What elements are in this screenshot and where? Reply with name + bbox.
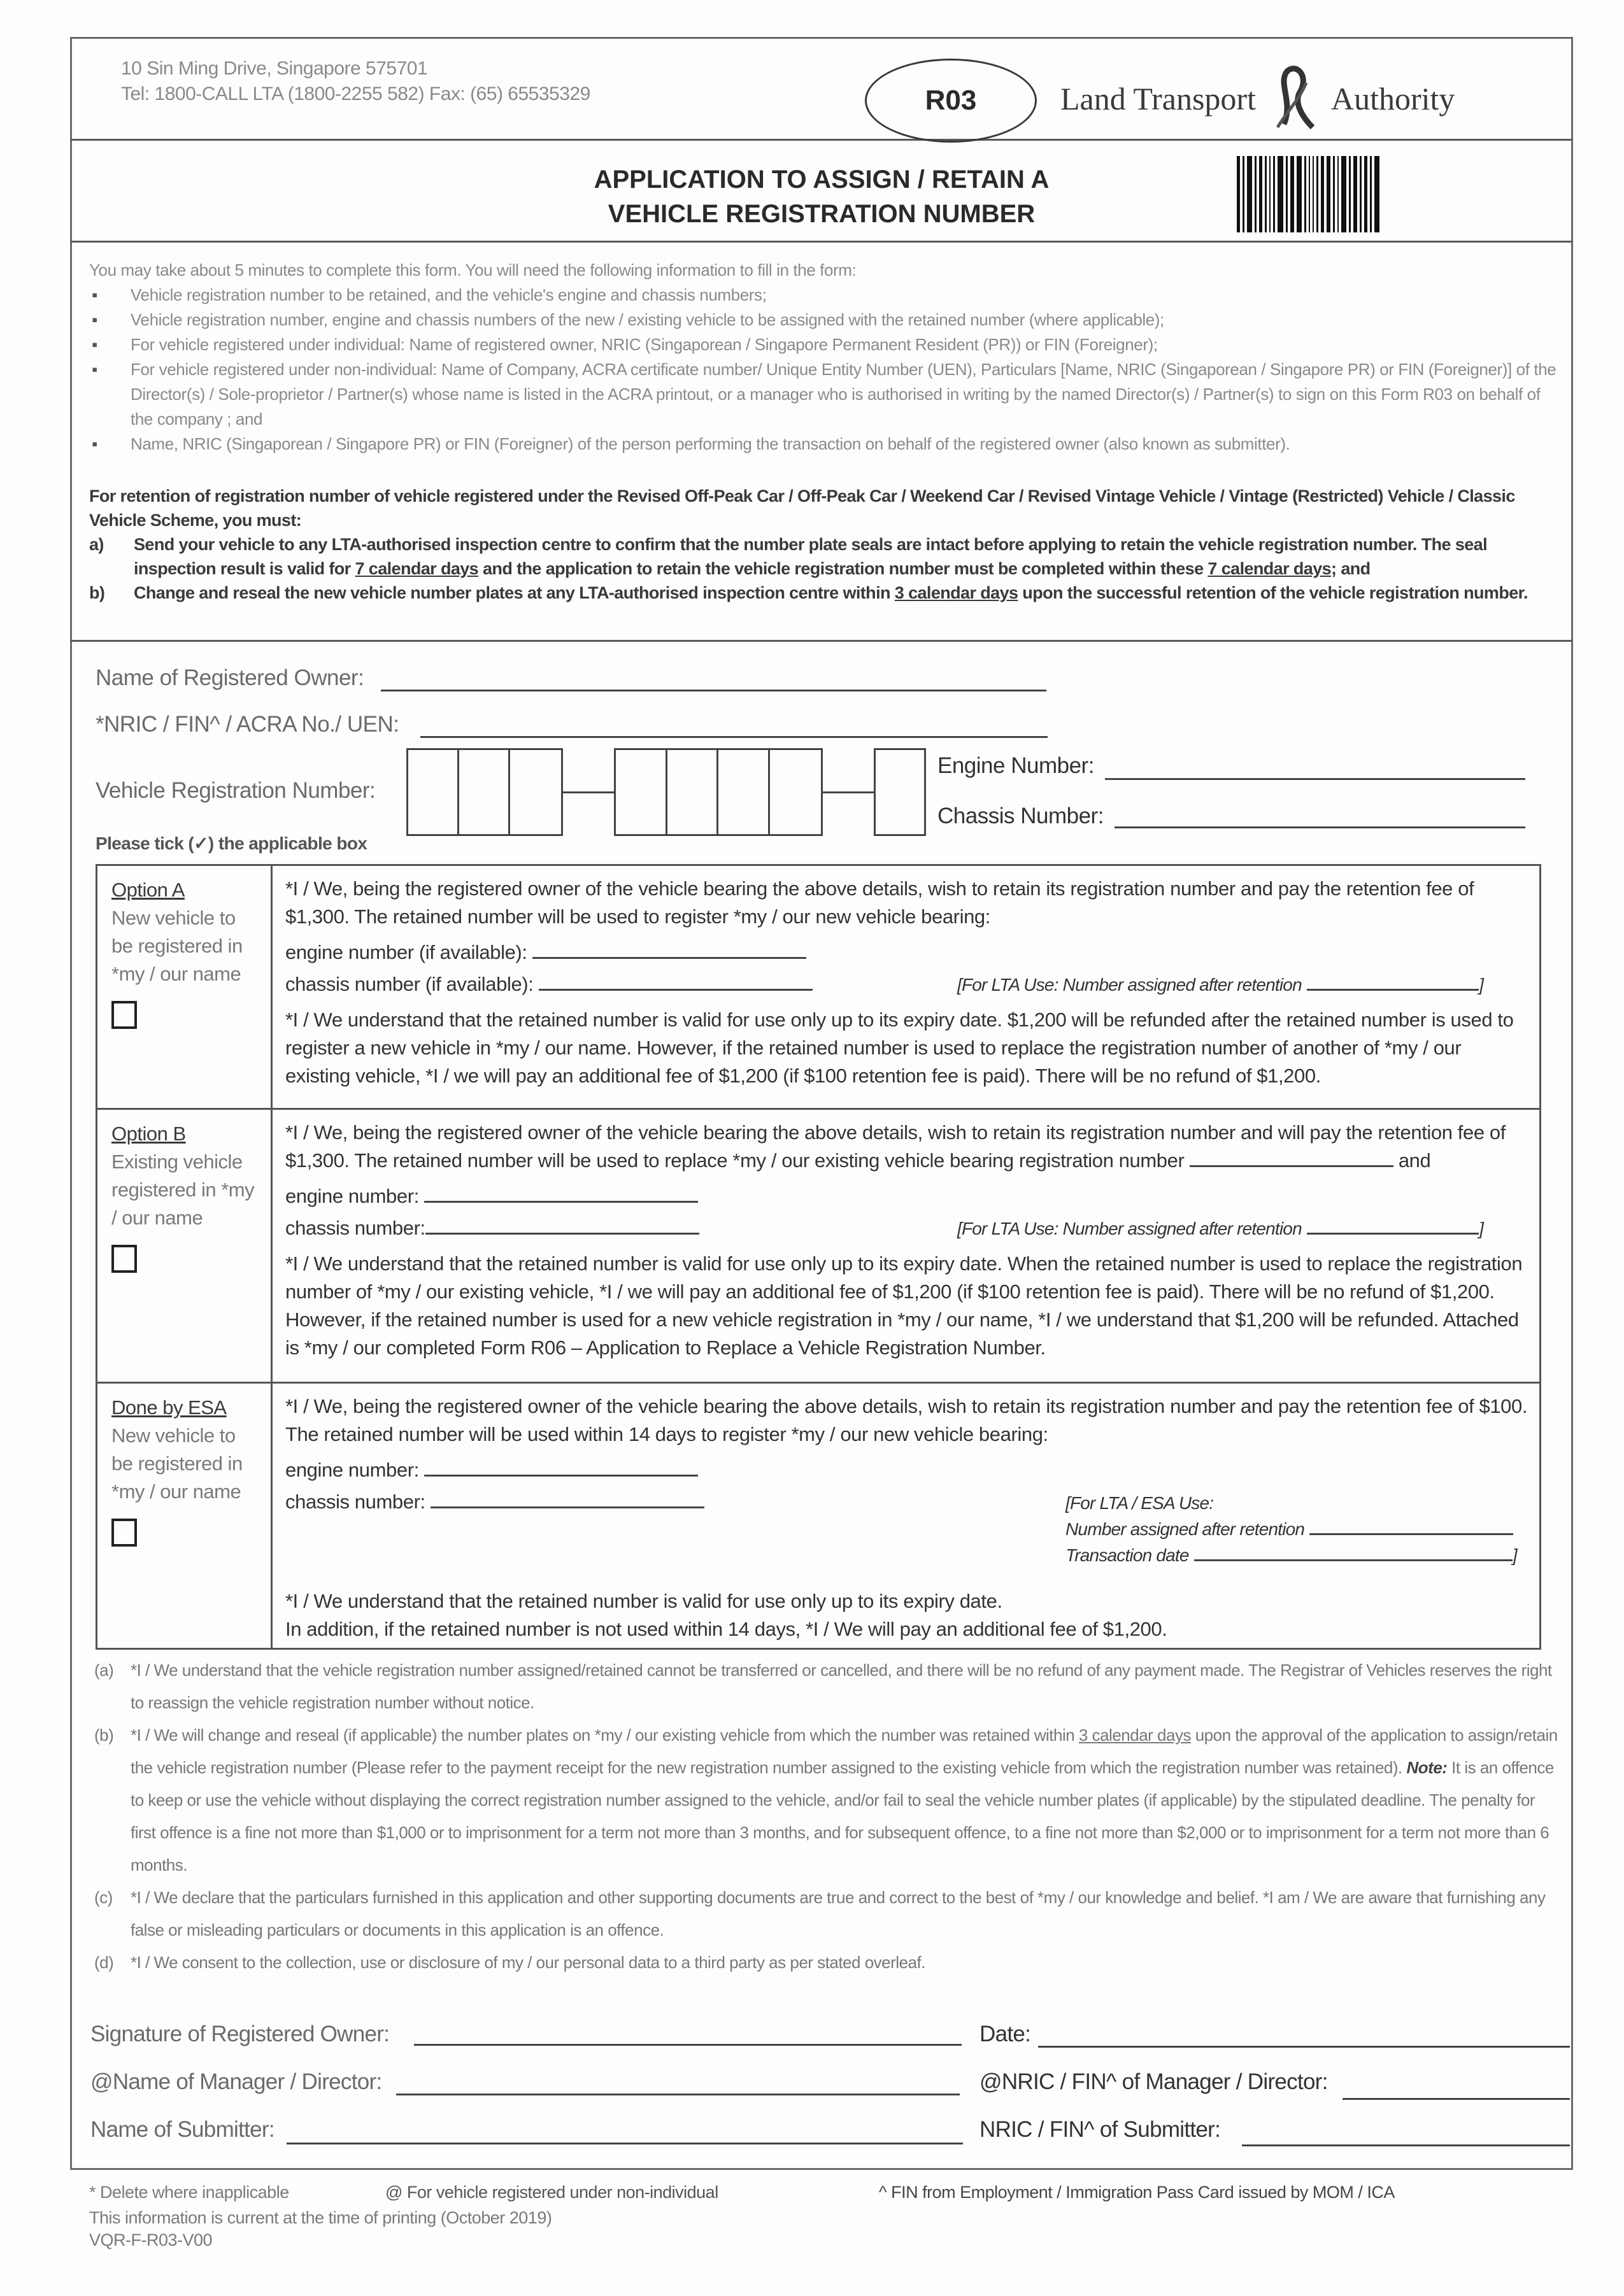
header-divider	[70, 139, 1573, 141]
option-b-chassis-label: chassis number:	[285, 1217, 425, 1239]
option-a-desc: New vehicle to be registered in *my / our name	[111, 907, 243, 985]
vrn-box[interactable]	[408, 750, 459, 834]
manager-id-label: @NRIC / FIN^ of Manager / Director:	[979, 2069, 1328, 2094]
intro-instructions	[89, 258, 1560, 457]
option-esa-assigned-field	[1309, 1519, 1513, 1535]
scheme-requirements	[89, 484, 1560, 605]
option-esa-chassis-label: chassis number:	[285, 1491, 425, 1513]
vrn-box[interactable]	[616, 750, 667, 834]
submitter-name-field[interactable]	[287, 2143, 963, 2144]
submitter-name-label: Name of Submitter:	[90, 2117, 274, 2142]
vrn-suffix-box[interactable]	[874, 748, 926, 836]
printing-note: This information is current at the time of printing (October 2019)	[89, 2208, 552, 2227]
address-line: 10 Sin Ming Drive, Singapore 575701	[121, 58, 428, 79]
option-esa-understanding-1: *I / We understand that the retained number is valid for use only up to its expiry date.	[285, 1590, 1002, 1612]
option-esa-label-cell	[97, 1384, 273, 1648]
list-item: ▪ Name, NRIC (Singaporean / Singapore PR) or FIN (Foreigner) of the person performing the transaction on behalf of the registered owner (also known as submitter).	[89, 432, 1560, 457]
option-a-title: Option A	[111, 879, 185, 901]
option-b-engine-label: engine number:	[285, 1185, 419, 1207]
scheme-item-a: a) Send your vehicle to any LTA-authorised inspection centre to confirm that the number plate seals are intact before applying to retain the vehicle registration number. The seal inspection result is valid for 7 calendar days and the application to retain the vehicle registration number must be completed within these 7 calendar days; and	[89, 535, 1487, 578]
option-esa-lta-use-block: [For LTA / ESA Use: Number assigned after retention Transaction date ]	[1065, 1493, 1517, 1565]
owner-id-field[interactable]	[420, 736, 1048, 738]
vrn-box[interactable]	[459, 750, 510, 834]
submitter-id-field[interactable]	[1242, 2144, 1570, 2146]
vrn-prefix-boxes	[406, 748, 563, 836]
vrn-box[interactable]	[510, 750, 561, 834]
footnote-non-individual: @ For vehicle registered under non-individual	[385, 2183, 718, 2202]
option-esa-chassis-field[interactable]	[431, 1489, 704, 1508]
footnote-delete: * Delete where inapplicable	[89, 2183, 289, 2202]
declaration-a: (a) *I / We understand that the vehicle registration number assigned/retained cannot be transferred or cancelled, and there will be no refund of any payment made. The Registrar of Vehicles reserves the right to reassign the vehicle registration number without notice.	[94, 1661, 1552, 1712]
option-b-body: *I / We, being the registered owner of the vehicle bearing the above details, wish to retain its registration number and will pay the retention fee of $1,300. The retained number will be used to replace *my / our existing vehicle bearing registration number and engine number: chassis number: [For LTA Use: Number assigned after retention ] *I / We understand that the retained number is valid for use only up to its expiry date. When the retained number is used to replace the registration number of *my / our existing vehicle, *I / we will pay an additional fee of $1,200 (if $100 retention fee is paid). There will be no refund of $1,200. However, if the retained number is used for a new vehicle registration in *my / our name, *I / we understand that $1,200 will be refunded. Attached is *my / our completed Form R06 – Application to Replace a Vehicle Registration Number.	[273, 1110, 1539, 1382]
option-esa-checkbox[interactable]	[111, 1519, 137, 1547]
vrn-separator	[823, 791, 874, 793]
manager-name-field[interactable]	[396, 2094, 960, 2095]
option-a-understanding: *I / We understand that the retained number is valid for use only up to its expiry date. $1,200 will be refunded after the retained number is used to register a new vehicle in *my / our name. However, if the retained number is used to replace the registration number of another of *my / our existing vehicle, *I / we will pay an additional fee of $1,200 (if $100 retention fee is paid). There will be no refund of $1,200.	[285, 1009, 1514, 1087]
option-esa-engine-label: engine number:	[285, 1459, 419, 1481]
option-a-body: *I / We, being the registered owner of the vehicle bearing the above details, wish to retain its registration number and pay the retention fee of $1,300. The retained number will be used to register *my / our new vehicle bearing: engine number (if available): chassis number (if available): [For LTA Use: Number assigned after retention ] *I / We understand that the retained number is valid for use only up to its expiry date. $1,200 will be refunded after the retained number is used to register a new vehicle in *my / our name. However, if the retained number is used to replace the registration number of another of *my / our existing vehicle, *I / we will pay an additional fee of $1,200 (if $100 retention fee is paid). There will be no refund of $1,200.	[273, 866, 1539, 1108]
list-item: ▪ Vehicle registration number to be retained, and the vehicle's engine and chassis numbers;	[89, 283, 1560, 308]
declaration-c: (c) *I / We declare that the particulars furnished in this application and other supporting documents are true and correct to the best of *my / our knowledge and belief. *I am / We are aware that furnishing any false or misleading particulars or documents in this application is an offence.	[94, 1888, 1546, 1939]
owner-signature-label: Signature of Registered Owner:	[90, 2022, 390, 2046]
instructions-divider	[70, 640, 1573, 642]
engine-number-label: Engine Number:	[937, 753, 1094, 778]
form-title	[484, 162, 1159, 231]
logo-text-right: Authority	[1330, 81, 1455, 117]
option-a-row	[97, 866, 1539, 1110]
options-table	[96, 864, 1541, 1650]
owner-name-label: Name of Registered Owner:	[96, 665, 364, 690]
option-esa-transaction-date-field	[1194, 1545, 1513, 1561]
form-code-badge: R03	[865, 59, 1037, 143]
option-b-title: Option B	[111, 1123, 186, 1145]
option-a-engine-field[interactable]	[532, 940, 806, 959]
vrn-separator	[563, 791, 614, 793]
intro-lead: You may take about 5 minutes to complete this form. You will need the following information to fill in the form:	[89, 260, 857, 280]
vrn-box[interactable]	[718, 750, 770, 834]
form-version-code: VQR-F-R03-V00	[89, 2230, 213, 2250]
option-esa-statement: *I / We, being the registered owner of the vehicle bearing the above details, wish to retain its registration number and pay the retention fee of $100. The retained number will be used within 14 days to register *my / our new vehicle bearing:	[285, 1395, 1528, 1445]
contact-line: Tel: 1800-CALL LTA (1800-2255 582) Fax: (65) 65535329	[121, 83, 590, 104]
declaration-d: (d) *I / We consent to the collection, use or disclosure of my / our personal data to a third party as per stated overleaf.	[94, 1953, 925, 1972]
option-b-desc: Existing vehicle registered in *my / our name	[111, 1151, 255, 1229]
option-b-lta-use-label: [For LTA Use: Number assigned after retention	[957, 1219, 1302, 1238]
submitter-id-label: NRIC / FIN^ of Submitter:	[979, 2117, 1221, 2142]
vrn-label: Vehicle Registration Number:	[96, 778, 376, 803]
lta-logo	[1060, 64, 1455, 134]
tick-instruction: Please tick (✓) the applicable box	[96, 833, 367, 853]
option-a-lta-assigned-field	[1307, 972, 1479, 991]
vrn-box[interactable]	[770, 750, 821, 834]
option-a-engine-label: engine number (if available):	[285, 941, 527, 963]
option-esa-desc: New vehicle to be registered in *my / our name	[111, 1424, 243, 1503]
scheme-lead: For retention of registration number of vehicle registered under the Revised Off-Peak Car / Off-Peak Car / Weekend Car / Revised Vintage Vehicle / Vintage (Restricted) Vehicle / Classic Vehicle Scheme, you must:	[89, 486, 1515, 530]
option-b-understanding: *I / We understand that the retained number is valid for use only up to its expiry date. When the retained number is used to replace the registration number of *my / our existing vehicle, *I / we will pay an additional fee of $1,200 (if $100 retention fee is paid). There will be no refund of $1,200. However, if the retained number is used for a new vehicle registration in *my / our name, *I / we understand that $1,200 will be refunded. Attached is *my / our completed Form R06 – Application to Replace a Vehicle Registration Number.	[285, 1252, 1523, 1359]
list-item: ▪ For vehicle registered under individual: Name of registered owner, NRIC (Singaporean / Singapore Permanent Resident (PR)) or FIN (Foreigner);	[89, 332, 1560, 357]
option-b-checkbox[interactable]	[111, 1245, 137, 1273]
option-esa-row	[97, 1384, 1539, 1648]
logo-text-left: Land Transport	[1060, 81, 1256, 117]
option-b-label-cell	[97, 1110, 273, 1382]
owner-name-field[interactable]	[381, 690, 1046, 691]
info-required-list	[89, 283, 1560, 457]
option-a-lta-use-label: [For LTA Use: Number assigned after retention	[957, 975, 1302, 995]
declaration-b: (b) *I / We will change and reseal (if applicable) the number plates on *my / our existing vehicle from which the number was retained within 3 calendar days upon the approval of the application to assign/retain the vehicle registration number (Please refer to the payment receipt for the new registration number assigned to the existing vehicle from which the registration number was retained). Note: It is an offence to keep or use the vehicle without displaying the correct registration number assigned to the vehicle, and/or fail to seal the vehicle number plates (if applicable) by the stipulated deadline. The penalty for first offence is a fine not more than $1,000 or to imprisonment for a term not more than 3 months, and for subsequent offence, to a fine not more than $2,000 or to imprisonment for a term not more than 6 months.	[94, 1726, 1558, 1874]
option-a-statement: *I / We, being the registered owner of the vehicle bearing the above details, wish to retain its registration number and pay the retention fee of $1,300. The retained number will be used to register *my / our new vehicle bearing:	[285, 877, 1474, 928]
title-divider	[70, 241, 1573, 243]
date-label: Date:	[979, 2022, 1031, 2046]
option-b-chassis-field[interactable]	[425, 1215, 699, 1235]
title-line-2: VEHICLE REGISTRATION NUMBER	[608, 200, 1036, 228]
list-item: ▪ Vehicle registration number, engine and chassis numbers of the new / existing vehicle to be assigned with the retained number (where applicable);	[89, 308, 1560, 332]
manager-id-field[interactable]	[1343, 2098, 1570, 2100]
lta-ribbon-icon	[1258, 64, 1328, 134]
owner-id-label: *NRIC / FIN^ / ACRA No./ UEN:	[96, 712, 399, 737]
option-a-label-cell	[97, 866, 273, 1108]
option-a-checkbox[interactable]	[111, 1001, 137, 1029]
manager-name-label: @Name of Manager / Director:	[90, 2069, 382, 2094]
option-esa-engine-field[interactable]	[424, 1457, 698, 1477]
option-a-chassis-label: chassis number (if available):	[285, 973, 534, 995]
vrn-number-boxes	[614, 748, 823, 836]
option-esa-body	[273, 1384, 1539, 1648]
option-b-lta-assigned-field	[1307, 1215, 1479, 1235]
barcode-icon	[1237, 156, 1485, 232]
option-b-engine-field[interactable]	[424, 1184, 698, 1203]
option-b-existing-vrn-field[interactable]	[1190, 1148, 1393, 1167]
title-line-1: APPLICATION TO ASSIGN / RETAIN A	[594, 166, 1050, 194]
vrn-box[interactable]	[876, 750, 924, 834]
chassis-number-label: Chassis Number:	[937, 804, 1104, 828]
option-a-chassis-field[interactable]	[539, 972, 813, 991]
list-item: ▪ For vehicle registered under non-individual: Name of Company, ACRA certificate number/ Unique Entity Number (UEN), Particulars [Name, NRIC (Singaporean / Singapore PR) or FIN (Foreigner)] of the Director(s) / Sole-proprietor / Partner(s) whose name is listed in the ACRA printout, or a manager who is authorised in writing by the named Director(s) / Partner(s) to sign on this Form R03 on behalf of the company ; and	[89, 357, 1560, 432]
vrn-box[interactable]	[667, 750, 719, 834]
engine-number-field[interactable]	[1105, 778, 1525, 780]
scheme-item-b: b) Change and reseal the new vehicle number plates at any LTA-authorised inspection centre within 3 calendar days upon the successful retention of the vehicle registration number.	[89, 583, 1528, 602]
option-esa-title: Done by ESA	[111, 1396, 227, 1419]
option-esa-understanding-2: In addition, if the retained number is not used within 14 days, *I / We will pay an additional fee of $1,200.	[285, 1618, 1167, 1640]
date-field[interactable]	[1038, 2046, 1570, 2048]
option-b-statement: *I / We, being the registered owner of the vehicle bearing the above details, wish to retain its registration number and will pay the retention fee of $1,300. The retained number will be used to replace *my / our existing vehicle bearing registration number	[285, 1121, 1506, 1172]
owner-signature-field[interactable]	[414, 2044, 962, 2046]
lta-address	[121, 56, 590, 107]
chassis-number-field[interactable]	[1115, 826, 1525, 828]
footnote-fin: ^ FIN from Employment / Immigration Pass Card issued by MOM / ICA	[879, 2183, 1395, 2202]
declarations	[89, 1654, 1560, 1979]
option-b-row	[97, 1110, 1539, 1384]
